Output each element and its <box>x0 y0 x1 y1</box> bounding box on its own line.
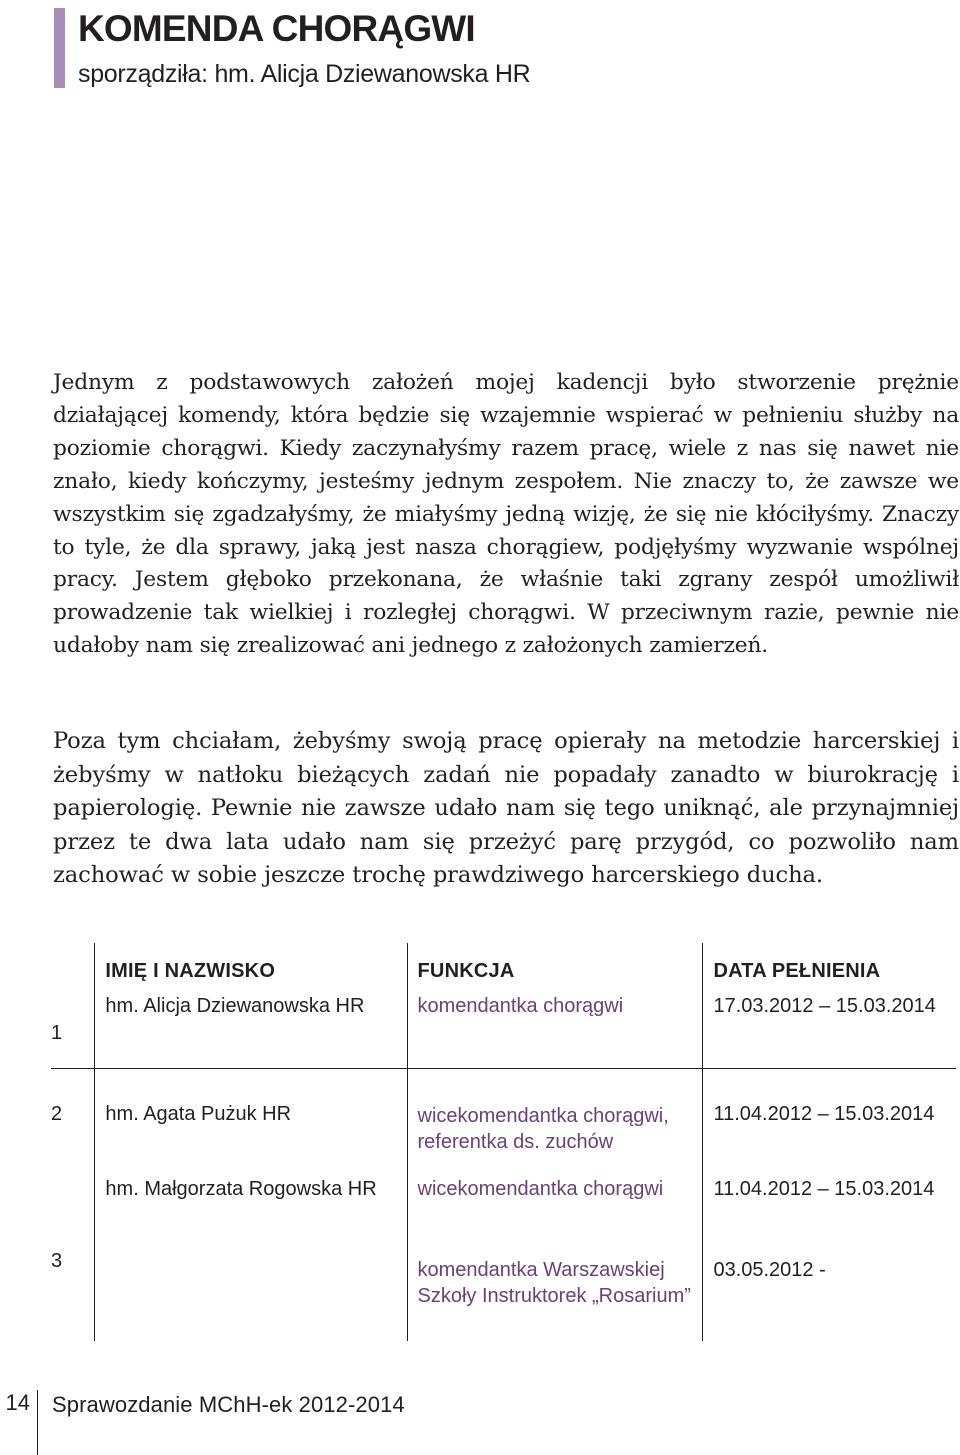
row-function: komendantka chorągwi <box>407 985 703 1068</box>
table-row <box>51 985 956 1068</box>
table-row <box>51 1068 956 1160</box>
page-subtitle: sporządziła: hm. Alicja Dziewanowska HR <box>78 60 531 88</box>
row-function-secondary: komendantka Warszawskiej Szkoły Instruktorek „Rosarium” <box>407 1255 703 1341</box>
row-date: 11.04.2012 – 15.03.2014 <box>713 1102 935 1125</box>
row-name-empty <box>95 1255 407 1341</box>
table-header-row <box>51 943 956 985</box>
table-row <box>51 1255 956 1341</box>
page-number: 14 <box>5 1390 30 1415</box>
title-accent-bar <box>54 8 65 88</box>
row-date: 11.04.2012 – 15.03.2014 <box>713 1178 935 1200</box>
row-name: hm. Małgorzata Rogowska HR <box>95 1160 407 1255</box>
roster-table <box>51 943 956 1341</box>
row-name: hm. Alicja Dziewanowska HR <box>95 985 407 1068</box>
header-name: IMIĘ I NAZWISKO <box>95 943 407 985</box>
footer-divider <box>37 1390 38 1455</box>
page-title: KOMENDA CHORĄGWI <box>78 8 475 49</box>
row-date: 17.03.2012 – 15.03.2014 <box>703 985 956 1068</box>
row-number: 1 <box>51 985 95 1068</box>
row-function: wicekomendantka chorągwi, referentka ds. zuchów <box>407 1068 703 1160</box>
header-function: FUNKCJA <box>407 943 703 985</box>
row-number: 3 <box>51 1160 95 1341</box>
header-date: DATA PEŁNIENIA <box>713 960 881 982</box>
body-paragraph-1: Jednym z podstawowych założeń mojej kadencji było stworzenie prężnie działającej komendy, która będzie się wzajemnie wspierać w pełnieniu służby na poziomie chorągwi. Kiedy zaczynałyśmy razem pracę, wiele z nas się nawet nie znało, kiedy kończymy, jesteśmy jednym zespołem. Nie znaczy to, że zawsze we wszystkim się zgadzałyśmy, że miałyśmy jedną wizję, że się nie kłóciłyśmy. Znaczy to tyle, że dla sprawy, jaką jest nasza chorągiew, podjęłyśmy wyzwanie wspólnej pracy. Jestem głęboko przekonana, że właśnie taki zgrany zespół umożliwił prowadzenie tak wielkiej i rozległej chorągwi. W przeciwnym razie, pewnie nie udałoby nam się zrealizować ani jednego z założonych zamierzeń. <box>53 370 959 659</box>
row-function: wicekomendantka chorągwi <box>407 1160 703 1255</box>
row-number: 2 <box>51 1068 95 1160</box>
body-paragraph-2: Poza tym chciałam, żebyśmy swoją pracę opierały na metodzie harcerskiej i żebyśmy w natłoku bieżących zadań nie popadały zanadto w biurokrację i papierologię. Pewnie nie zawsze udało nam się tego uniknąć, ale przynajmniej przez te dwa lata udało nam się przeżyć parę przygód, co pozwoliło nam zachować w sobie jeszcze trochę prawdziwego harcerskiego ducha. <box>53 728 959 888</box>
row-date-secondary: 03.05.2012 - <box>713 1259 826 1281</box>
table-row <box>51 1160 956 1255</box>
row-name: hm. Agata Pużuk HR <box>95 1068 407 1160</box>
header-num <box>51 943 95 985</box>
footer-text: Sprawozdanie MChH-ek 2012-2014 <box>52 1392 405 1417</box>
